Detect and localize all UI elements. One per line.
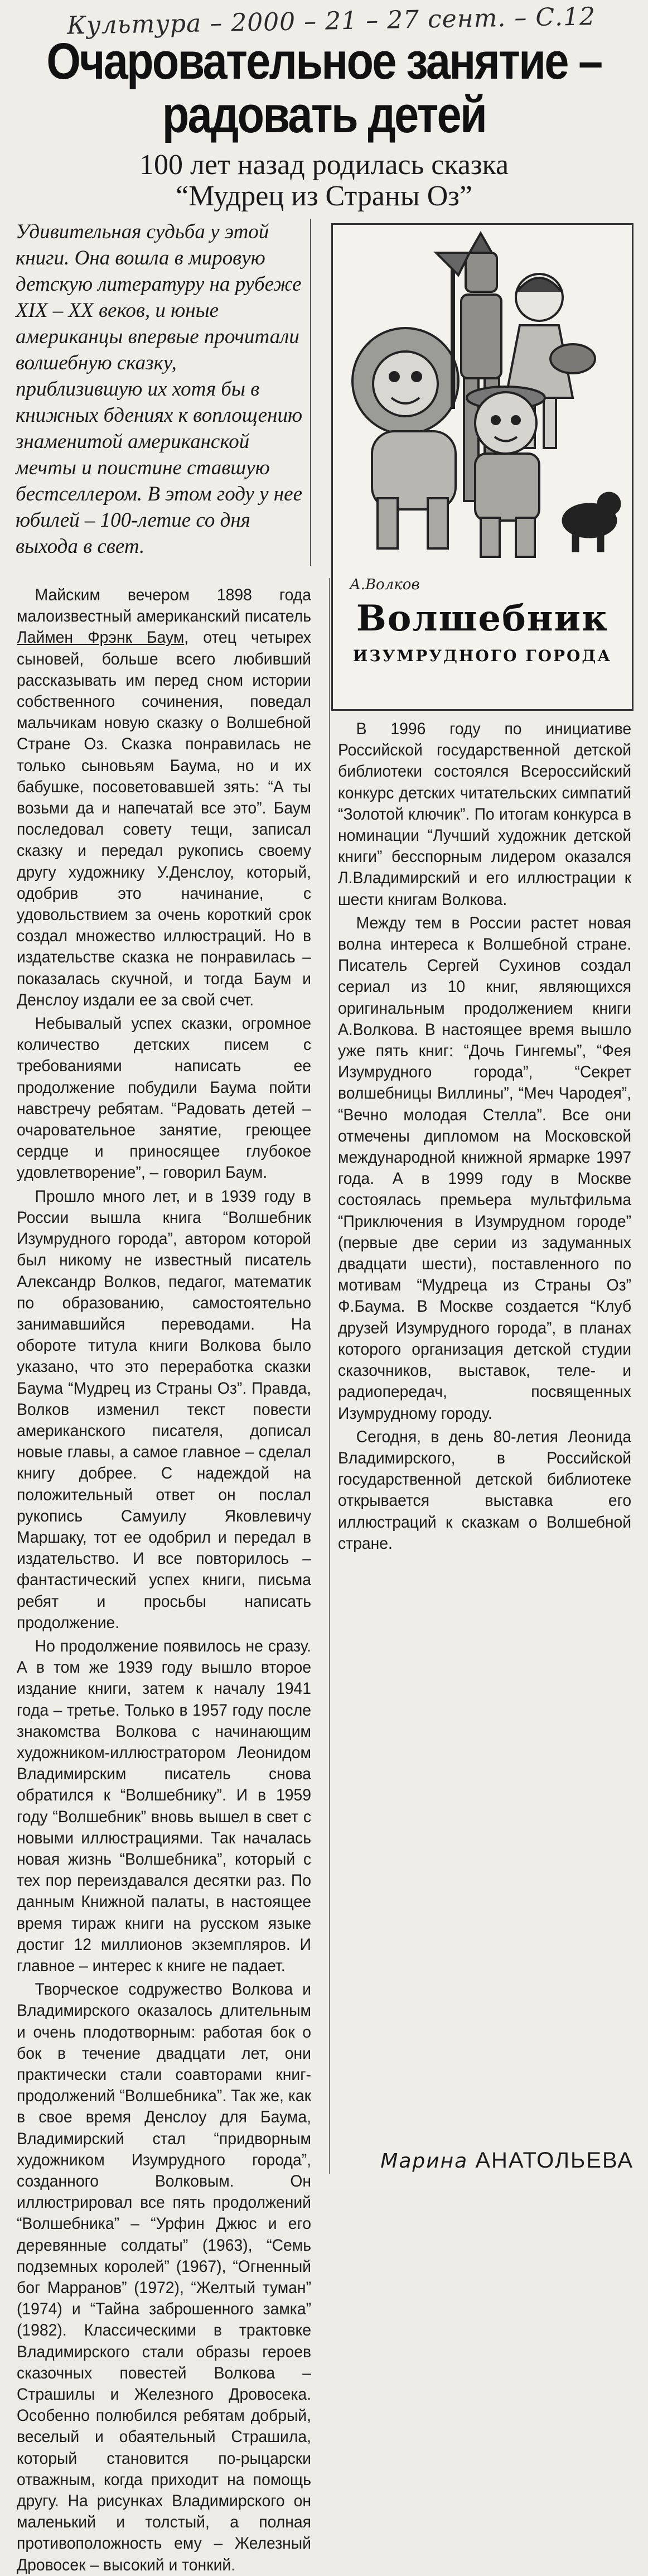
- author-name-baum: Лаймен Фрэнк Баум: [17, 628, 185, 647]
- article-paragraph-7: Между тем в России растет новая волна интереса к Волшебной стране. Писатель Сергей Сухинов создал сериал из 10 книг, являющихся оригинальным продолжением книги А.Волкова. В настоящее время вышло уже пять книг: “Дочь Гингемы”, “Фея Изумрудного города”, “Секрет волшебницы Виллины”, “Меч Чародея”, “Вечно молодая Стелла”. Все они отмечены дипломом на Московской международной книжной ярмарке 1997 года. А в 1999 году в Москве состоялась премьера мультфильма “Приключения в Изумрудном городе” (первые две серии из задуманных двадцати шести), поставленного по мотивам “Мудреца из Страны Оз” Ф.Баума. В Москве создается “Клуб друзей Изумрудного города”, в планах которого организация детской студии сказочников, выставок, теле- и радиопередач, посвященных Изумрудному городу.: [338, 913, 632, 1423]
- p1-text-end: , отец четырех сыновей, больше всего любивший рассказывать им перед сном истории собственного сочинения, поведал мальчикам новую сказку о Волшебной Стране Оз. Сказка понравилась не только сыновьям Баума, но и их бабушке, посоветовавшей зять: “А ты возьми да и напечатай все это”. Баум последовал совету тещи, записал сказку и передал рукопись своему другу художнику У.Денслоу, который, одобрив это начинание, с удовольствием за очень короткий срок создал множество иллюстраций. Но в издательстве сказка не понравилась – показалась скучной, и тогда Баум и Денслоу издали ее за свой счет.: [17, 628, 311, 1009]
- article-paragraph-8: Сегодня, в день 80-летия Леонида Владимирского, в Российской государственной детской библиотеке открывается выставка его иллюстраций к сказкам о Волшебной стране.: [338, 1427, 632, 1553]
- cover-author: А.Волков: [350, 576, 420, 593]
- cover-illustration: [338, 230, 626, 565]
- cover-subtitle: ИЗУМРУДНОГО ГОРОДА: [352, 647, 612, 665]
- handwritten-source-note: Культура – 2000 – 21 – 27 сент. – С.12: [66, 2, 596, 40]
- signature-first-name: Марина: [380, 2150, 468, 2173]
- headline-line-1: Очаровательное занятие –: [46, 33, 602, 90]
- article-paragraph-3: Прошло много лет, и в 1939 году в России вышла книга “Волшебник Изумрудного города”, автором которой был никому не известный писатель Александр Волков, педагог, математик по образованию, самостоятельно занимавшийся переводами. На обороте титула книги Волкова было указано, что это переработка сказки Баума “Мудрец из Страны Оз”. Правда, Волков изменил текст повести американского писателя, дописал новые главы, а самое главное – сделал книгу добрее. С надеждой на положительный ответ он послал рукопись Самуилу Яковлевичу Маршаку, тот ее одобрил и передал в издательство. И все повторилось – фантастический успех книги, письма ребят и просьбы написать продолжение.: [17, 1187, 311, 1632]
- headline: [45, 35, 602, 142]
- column-divider: [329, 578, 330, 2174]
- article-paragraph-1: [17, 585, 311, 1011]
- subheadline-line-2: “Мудрец из Страны Оз”: [176, 180, 472, 212]
- lead-paragraph: Удивительная судьба у этой книги. Она вошла в мировую детскую литературу на рубеже XIX – XX веков, и юные американцы впервые прочитали волшебную сказку, приблизившую их хотя бы в книжных бдениях к воплощению знаменитой американской мечты и поистине ставшую бестселлером. В этом году у нее юбилей – 100-летие со дня выхода в свет.: [16, 220, 303, 558]
- cover-title: Волшебник: [356, 598, 609, 639]
- article-column-1: [17, 585, 311, 2574]
- p1-text-start: Майским вечером 1898 года малоизвестный американский писатель: [17, 586, 311, 626]
- article-paragraph-4: Но продолжение появилось не сразу. А в том же 1939 году вышло второе издание книги, затем к началу 1941 года – третье. Только в 1957 году после знакомства Волкова с начинающим художником-иллюстратором Леонидом Владимирским писатель снова обратился к “Волшебнику”. И в 1959 году “Волшебник” вновь вышел в свет с новыми иллюстрациями. Так началась новая жизнь “Волшебника”, который с тех пор переиздавался десятки раз. По данным Книжной палаты, в настоящее время тираж книги на русском языке достиг 12 миллионов экземпляров. И главное – интерес к книге не падает.: [17, 1636, 311, 1975]
- article-paragraph-2: Небывалый успех сказки, огромное количество детских писем с требованиями написать ее продолжение побудили Баума пойти навстречу ребятам. “Радовать детей – очаровательное занятие, греющее сердце и приносящее глубокое удовлетворение”, – говорил Баум.: [17, 1014, 311, 1182]
- signature-last-name: АНАТОЛЬЕВА: [475, 2148, 634, 2173]
- article-paragraph-6: В 1996 году по инициативе Российской государственной детской библиотеки состоялся Всероссийский конкурс детских читательских симпатий “Золотой ключик”. По итогам конкурса в номинации “Лучший художник детской книги” бесспорным лидером оказался Л.Владимирский и его иллюстрации к шести книгам Волкова.: [338, 720, 632, 909]
- subheadline-line-1: 100 лет назад родилась сказка: [139, 149, 509, 181]
- headline-line-2: радовать детей: [162, 86, 486, 143]
- subheadline: [0, 150, 648, 212]
- book-cover-image: [331, 223, 634, 711]
- author-signature: [338, 2148, 634, 2173]
- article-paragraph-5: Творческое содружество Волкова и Владимирского оказалось длительным и очень плодотворным: работая бок о бок в течение двадцати лет, они практически стали соавторами книг-продолжений “Волшебника”. Так же, как в свое время Денслоу для Баума, Владимирский стал “придворным художником Изумрудного города”, созданного Волковым. Он иллюстрировал все пять продолжений “Волшебника” – “Урфин Джюс и его деревянные солдаты” (1963), “Семь подземных королей” (1967), “Огненный бог Марранов” (1972), “Желтый туман” (1974) и “Тайна заброшенного замка” (1982). Классическими в трактовке Владимирского стали образы героев сказочных повестей Волкова – Страшилы и Железного Дровосека. Особенно полюбился ребятам добрый, веселый и обаятельный Страшила, который становится по-рыцарски отважным, когда приходит на помощь другу. На рисунках Владимирского он маленький и толстый, а полная противоположность ему – Железный Дровосек – высокий и тонкий.: [17, 1980, 311, 2574]
- article-column-2: [338, 719, 631, 2139]
